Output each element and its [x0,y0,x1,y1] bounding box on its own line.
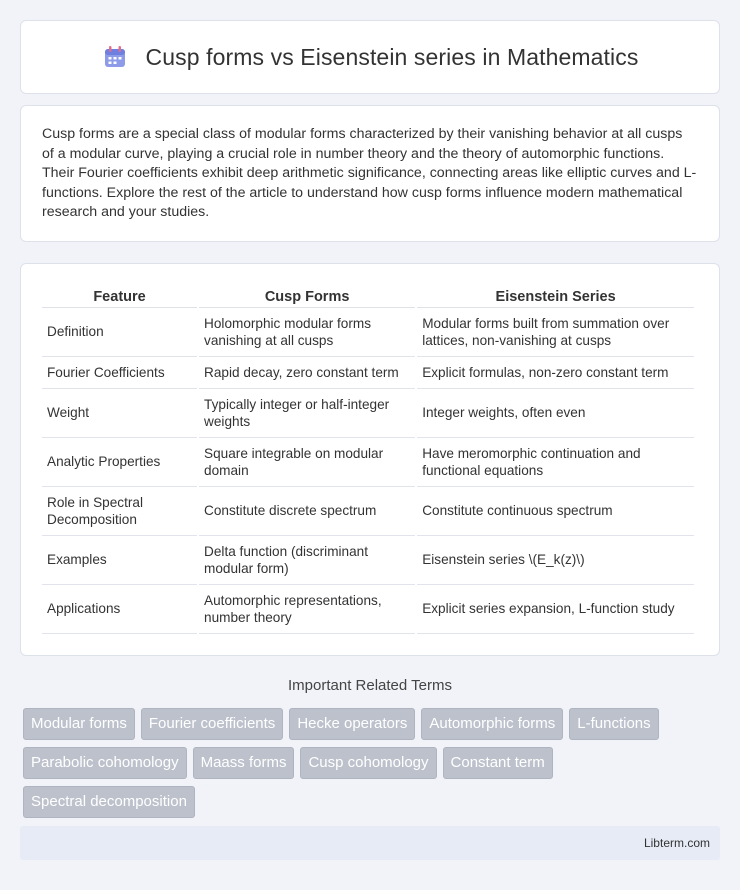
comparison-table-card [20,263,720,656]
row-cusp: Delta function (discriminant modular form) [199,536,415,585]
row-eisenstein: Constitute continuous spectrum [417,487,694,536]
row-feature: Fourier Coefficients [42,357,197,389]
tag-spectral-decomposition[interactable]: Spectral decomposition [23,786,195,818]
row-feature: Weight [42,389,197,438]
table-row [42,585,694,634]
row-feature: Definition [42,308,197,357]
row-cusp: Rapid decay, zero constant term [199,357,415,389]
header-eisenstein-series: Eisenstein Series [417,284,694,308]
header-cusp-forms: Cusp Forms [199,284,415,308]
tag-fourier-coefficients[interactable]: Fourier coefficients [141,708,283,740]
tag-maass-forms[interactable]: Maass forms [193,747,295,779]
row-feature: Examples [42,536,197,585]
related-terms-tags [23,708,723,818]
intro-text: Cusp forms are a special class of modular forms characterized by their vanishing behavior at all cusps of a modular curve, playing a crucial role in number theory and the theory of automorphic functions. Their Fourier coefficients exhibit deep arithmetic significance, connecting areas like elliptic curves and L-functions. Explore the rest of the article to understand how cusp forms influence modern mathematical research and your studies. [42,126,697,221]
row-cusp: Constitute discrete spectrum [199,487,415,536]
table-row [42,536,694,585]
footer [20,826,720,860]
header-card [20,20,720,94]
row-cusp: Typically integer or half-integer weights [199,389,415,438]
row-cusp: Square integrable on modular domain [199,438,415,487]
footer-brand-link[interactable]: Libterm.com [643,836,710,850]
row-eisenstein: Have meromorphic continuation and functional equations [417,438,694,487]
related-terms-title: Important Related Terms [288,677,452,694]
calendar-icon [102,44,128,70]
table-header-row [42,284,694,308]
page-title: Cusp forms vs Eisenstein series in Mathematics [145,43,639,70]
row-feature: Role in Spectral Decomposition [42,487,197,536]
row-eisenstein: Explicit series expansion, L-function study [417,585,694,634]
tag-l-functions[interactable]: L-functions [569,708,658,740]
tag-modular-forms[interactable]: Modular forms [23,708,135,740]
table-row [42,487,694,536]
tag-automorphic-forms[interactable]: Automorphic forms [421,708,563,740]
tag-hecke-operators[interactable]: Hecke operators [289,708,415,740]
table-row [42,438,694,487]
tag-constant-term[interactable]: Constant term [443,747,553,779]
row-eisenstein: Explicit formulas, non-zero constant term [417,357,694,389]
row-feature: Applications [42,585,197,634]
row-eisenstein: Eisenstein series \(E_k(z)\) [417,536,694,585]
table-row [42,389,694,438]
header-feature: Feature [42,284,197,308]
tag-cusp-cohomology[interactable]: Cusp cohomology [300,747,436,779]
tag-parabolic-cohomology[interactable]: Parabolic cohomology [23,747,187,779]
table-row [42,357,694,389]
title-wrap [102,44,639,71]
row-feature: Analytic Properties [42,438,197,487]
table-row [42,308,694,357]
comparison-table [40,284,696,634]
row-eisenstein: Modular forms built from summation over lattices, non-vanishing at cusps [417,308,694,357]
row-cusp: Automorphic representations, number theory [199,585,415,634]
intro-card [20,105,720,242]
row-eisenstein: Integer weights, often even [417,389,694,438]
row-cusp: Holomorphic modular forms vanishing at all cusps [199,308,415,357]
